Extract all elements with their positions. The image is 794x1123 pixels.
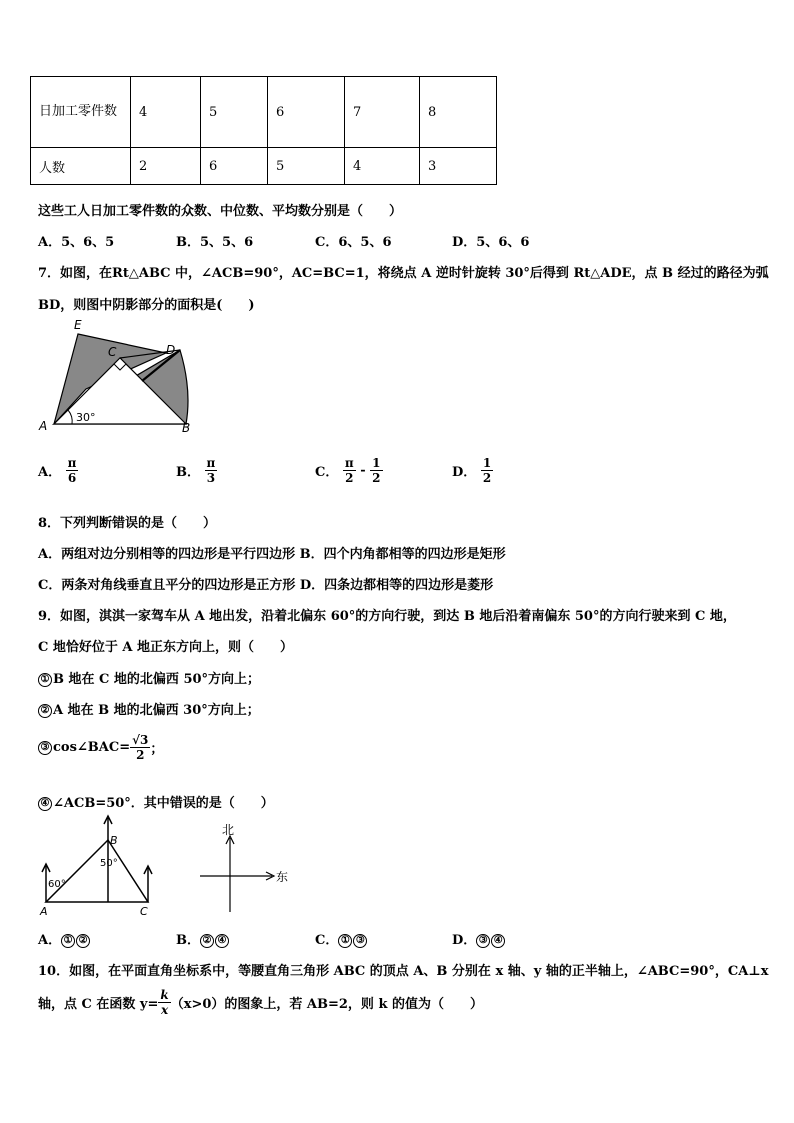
q9-option-c: C． ① ③ [315,929,368,948]
q8-options-cd: C．两条对角线垂直且平分的四边形是正方形 D．四条边都相等的四边形是菱形 [38,578,494,593]
q8-stem: 8．下列判断错误的是（ ） [38,516,217,531]
table-cell: 2 [131,148,201,185]
q7-option-a: A． $\frac{\pi}{6}$ [38,456,77,485]
table-cell: 4 [345,148,420,185]
table-cell: 7 [345,77,420,148]
q9-statement-1: ① B 地在 C 地的北偏西 50°方向上； [38,668,260,687]
q7-option-c: C． $\frac{\pi}{2}$ - $\frac{1}{2}$ [315,456,381,485]
label-north: 北 [222,823,235,837]
label-b: B [110,834,118,847]
table-row [31,148,497,185]
table-cell: 8 [420,77,497,148]
label-angle-30: 30° [76,411,96,424]
label-c: C [140,905,148,918]
table-row [31,77,497,148]
table-cell: 6 [268,77,345,148]
table-cell: 6 [201,148,268,185]
label-c: C [108,345,117,359]
label-60: 60° [48,879,66,890]
label-50: 50° [100,858,118,869]
q7-option-d: D． $\frac{1}{2}$ [452,456,492,485]
table-cell: 4 [131,77,201,148]
frequency-table [30,76,497,185]
table-header-cell: 日加工零件数 [31,77,131,148]
q8-options-ab: A．两组对边分别相等的四边形是平行四边形 B．四个内角都相等的四边形是矩形 [38,547,506,562]
q6-option-a: A．5、6、5 [38,235,115,250]
label-a: A [40,905,48,918]
q9-statement-3: ③ cos∠BAC= $\frac{√3}{2}$ ； [38,733,163,762]
q9-compass-figure [196,814,296,920]
q9-option-d: D． ③ ④ [452,929,506,948]
label-d: D [166,343,176,357]
table-header-cell: 人数 [31,148,131,185]
q10-stem-line1: 10．如图，在平面直角坐标系中，等腰直角三角形 ABC 的顶点 A、B 分别在 x 轴、y 轴的正半轴上，∠ABC=90°，CA⊥x [38,964,769,979]
label-e: E [74,318,82,332]
q6-option-c: C．6、5、6 [315,235,392,250]
q6-stem: 这些工人日加工零件数的众数、中位数、平均数分别是（ ） [38,204,403,219]
q10-stem-line2: 轴，点 C 在函数 y= $\frac{k}{x}$ （x>0）的图象上，若 AB=2，则 k 的值为（ ） [38,988,483,1017]
q6-option-d: D．5、6、6 [452,235,530,250]
q9-option-a: A． ① ② [38,929,91,948]
label-east: 东 [276,870,289,884]
q7-stem-line2: BD，则图中阴影部分的面积是( ) [38,298,255,313]
q9-statement-2: ② A 地在 B 地的北偏西 30°方向上； [38,699,260,718]
q7-option-b: B． $\frac{\pi}{3}$ [176,456,216,485]
table-cell: 3 [420,148,497,185]
q9-stem-line1: 9．如图，淇淇一家驾车从 A 地出发，沿着北偏东 60°的方向行驶，到达 B 地后沿着南偏东 50°的方向行驶来到 C 地， [38,609,736,624]
q9-statement-4: ④ ∠ACB=50°．其中错误的是（ ） [38,792,274,811]
label-a: A [39,419,48,433]
table-cell: 5 [268,148,345,185]
label-b: B [182,421,191,435]
triangle-abc [46,840,148,902]
q9-triangle-figure [36,814,166,920]
q7-stem-line1: 7．如图，在Rt△ABC 中，∠ACB=90°，AC=BC=1，将绕点 A 逆时针旋转 30°后得到 Rt△ADE，点 B 经过的路径为弧 [38,266,769,281]
q6-option-b: B．5、5、6 [176,235,254,250]
q9-stem-line2: C 地恰好位于 A 地正东方向上，则（ ） [38,640,294,655]
q7-figure [36,318,196,436]
q9-option-b: B． ② ④ [176,929,230,948]
table-cell: 5 [201,77,268,148]
